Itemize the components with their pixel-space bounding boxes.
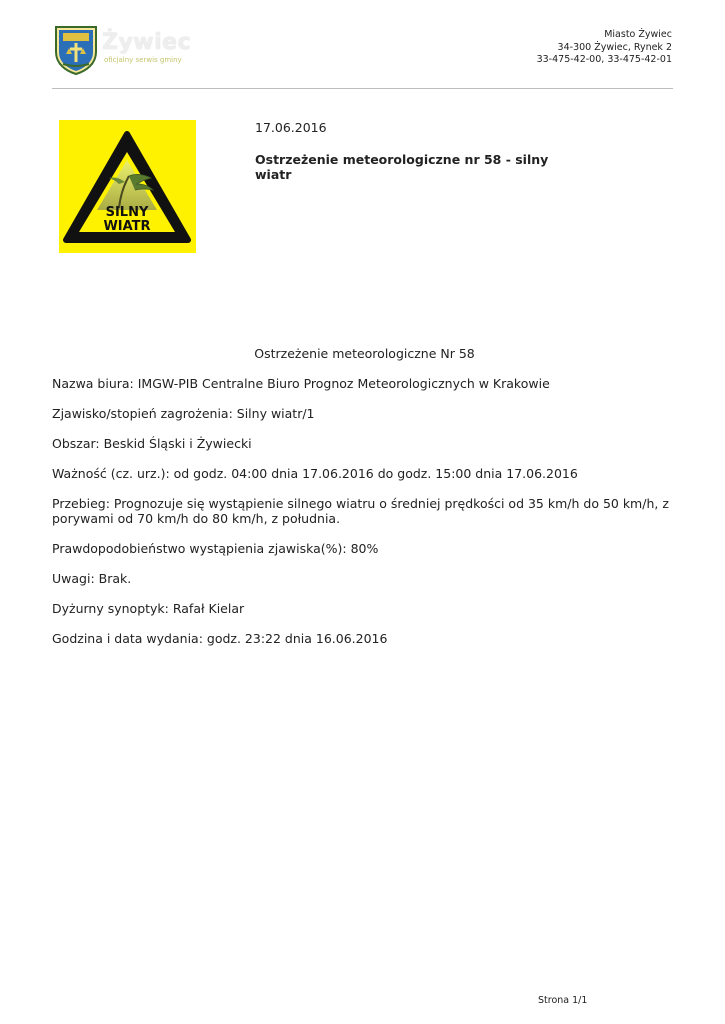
paragraph-issued: Godzina i data wydania: godz. 23:22 dnia 16.06.2016: [52, 631, 388, 646]
header-divider: [52, 88, 673, 89]
page-number: Strona 1/1: [538, 995, 588, 1006]
logo-tagline: oficjalny serwis gminy: [104, 56, 182, 64]
article-image: [59, 120, 196, 253]
article-date: 17.06.2016: [255, 120, 327, 135]
address-line-street: 34-300 Żywiec, Rynek 2: [557, 41, 672, 53]
paragraph-office: Nazwa biura: IMGW-PIB Centralne Biuro Prognoz Meteorologicznych w Krakowie: [52, 376, 550, 391]
paragraph-area: Obszar: Beskid Śląski i Żywiecki: [52, 436, 252, 451]
paragraph-forecaster: Dyżurny synoptyk: Rafał Kielar: [52, 601, 245, 616]
image-label-line1: SILNY: [105, 205, 149, 220]
logo-name: Żywiec: [102, 30, 192, 55]
paragraph-validity: Ważność (cz. urz.): od godz. 04:00 dnia 17.06.2016 do godz. 15:00 dnia 17.06.2016: [52, 466, 578, 481]
address-line-phones: 33-475-42-00, 33-475-42-01: [536, 54, 672, 65]
paragraph-probability: Prawdopodobieństwo wystąpienia zjawiska(%): 80%: [52, 541, 379, 556]
address-block: [537, 29, 672, 67]
article-body: [52, 346, 677, 661]
article-title: Ostrzeżenie meteorologiczne nr 58 - silny wiatr: [255, 152, 549, 182]
coat-of-arms-icon: [52, 24, 100, 76]
paragraph-phenomenon: Zjawisko/stopień zagrożenia: Silny wiatr/1: [52, 406, 315, 421]
image-label-line2: WIATR: [103, 219, 151, 234]
warning-sign-icon: [59, 120, 196, 253]
paragraph-remarks: Uwagi: Brak.: [52, 571, 132, 586]
address-line-city: Miasto Żywiec: [604, 29, 672, 40]
article-heading: Ostrzeżenie meteorologiczne Nr 58: [254, 346, 475, 361]
paragraph-course: Przebieg: Prognozuje się wystąpienie silnego wiatru o średniej prędkości od 35 km/h do 50 km/h, z porywami od 70 km/h do 80 km/h, z południa.: [52, 496, 669, 526]
site-logo[interactable]: [52, 24, 192, 76]
